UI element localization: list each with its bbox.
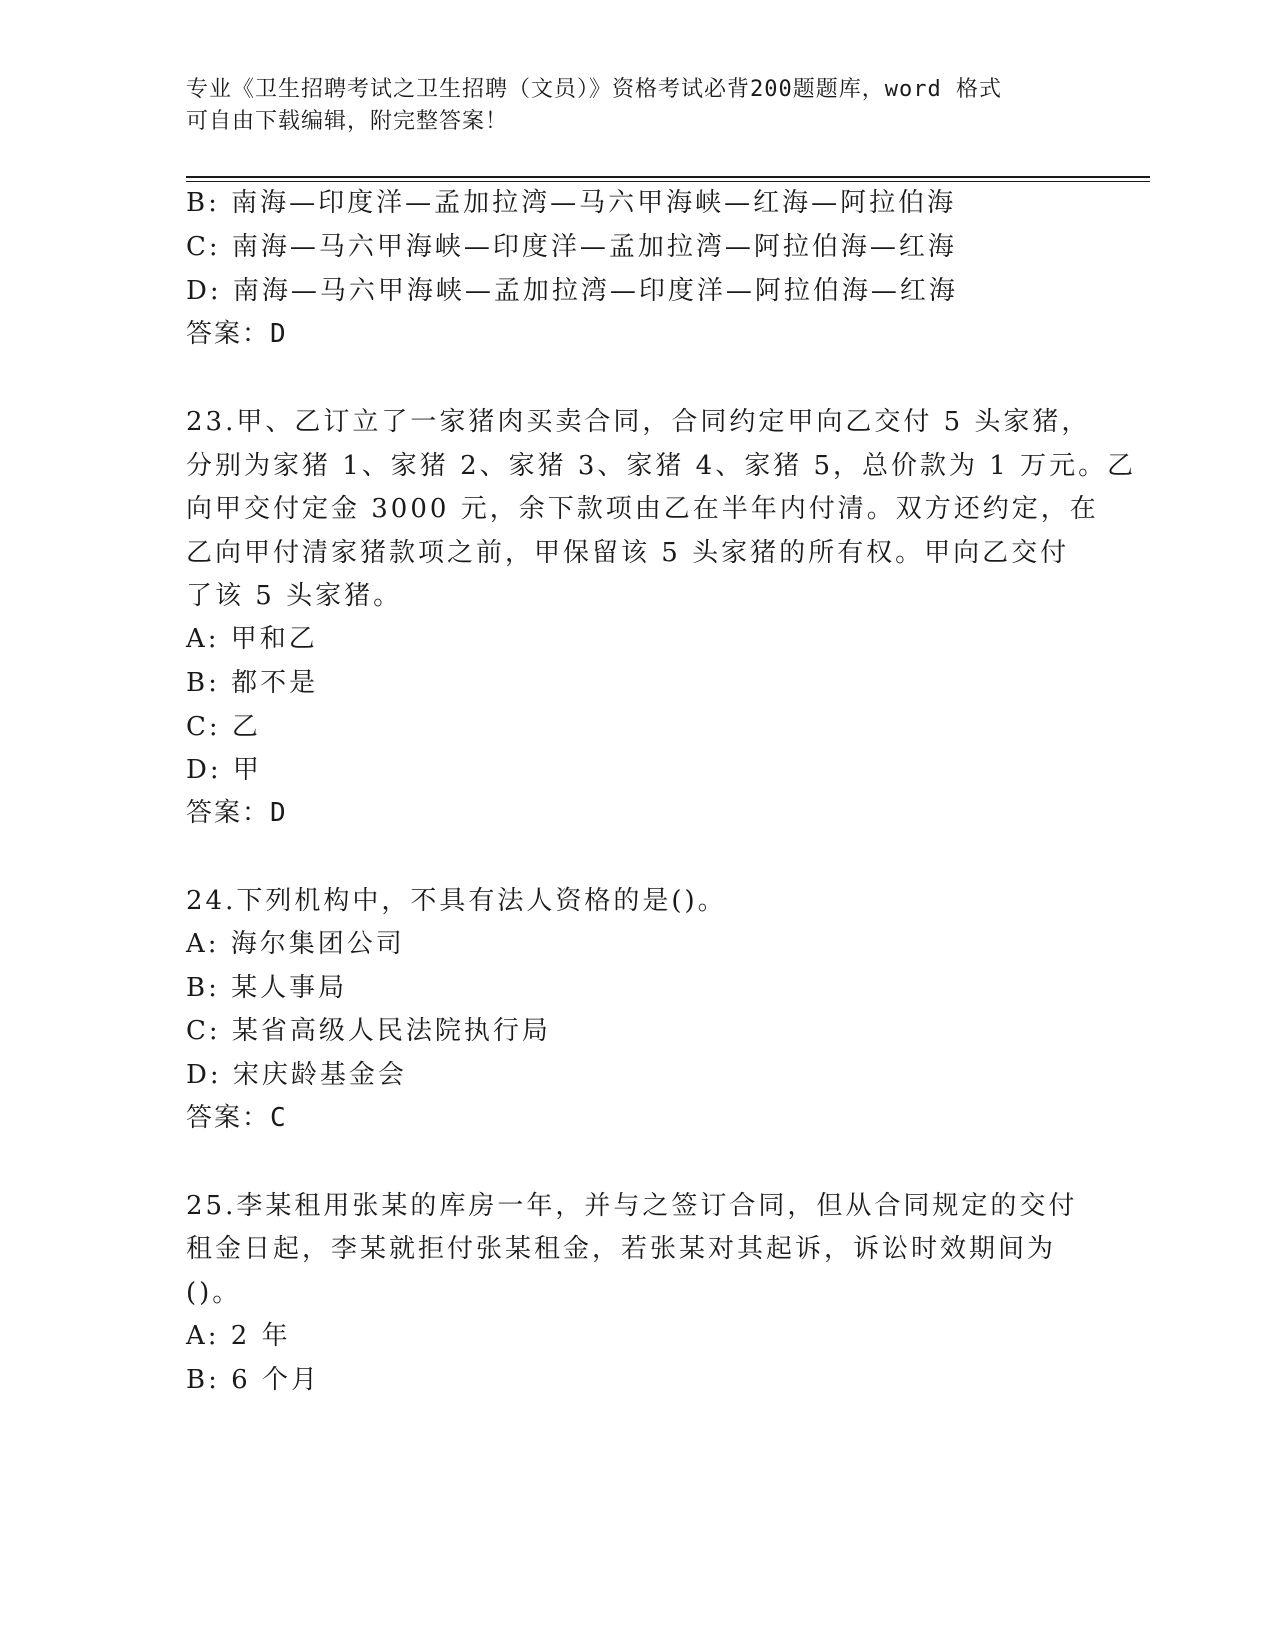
q24-option-a: A: 海尔集团公司 [186,929,405,959]
header-line-2: 可自由下载编辑，附完整答案！ [186,109,509,134]
q22-option-c: C: 南海—马六甲海峡—印度洋—孟加拉湾—阿拉伯海—红海 [186,232,957,262]
q24-option-c: C: 某省高级人民法院执行局 [186,1016,551,1046]
q23-stem-line-2: 分别为家猪 1、家猪 2、家猪 3、家猪 4、家猪 5，总价款为 1 万元。乙 [186,451,1137,481]
q24-stem-line-1: 24.下列机构中，不具有法人资格的是()。 [186,886,727,916]
q25-option-a: A: 2 年 [186,1321,291,1351]
q22-answer: 答案：D [186,319,288,349]
q25-stem-line-3: ()。 [186,1278,242,1308]
q23-stem-line-1: 23.甲、乙订立了一家猪肉买卖合同，合同约定甲向乙交付 5 头家猪， [186,407,1091,437]
q25-stem-line-2: 租金日起，李某就拒付张某租金，若张某对其起诉，诉讼时效期间为 [186,1234,1057,1264]
q23-option-d: D: 甲 [186,755,262,785]
q23-stem-line-3: 向甲交付定金 3000 元，余下款项由乙在半年内付清。双方还约定，在 [186,494,1099,524]
header-title [186,74,1086,138]
q23-option-b: B: 都不是 [186,668,319,698]
q25-option-b: B: 6 个月 [186,1365,320,1395]
q24-option-d: D: 宋庆龄基金会 [186,1060,407,1090]
q23-stem-line-5: 了该 5 头家猪。 [186,581,403,611]
q23-stem-line-4: 乙向甲付清家猪款项之前，甲保留该 5 头家猪的所有权。甲向乙交付 [186,538,1070,568]
q25-stem-line-1: 25.李某租用张某的库房一年，并与之签订合同，但从合同规定的交付 [186,1191,1078,1221]
q23-option-a: A: 甲和乙 [186,624,318,654]
q24-answer: 答案：C [186,1103,288,1133]
header-line-1: 专业《卫生招聘考试之卫生招聘（文员）》资格考试必背200题题库，word 格式 [186,77,1002,102]
q22-option-b: B: 南海—印度洋—孟加拉湾—马六甲海峡—红海—阿拉伯海 [186,188,957,218]
q23-option-c: C: 乙 [186,712,261,742]
q24-option-b: B: 某人事局 [186,973,348,1003]
header-rule-thick [186,176,1150,178]
header-rule-thin [186,181,1150,182]
q23-answer: 答案：D [186,798,288,828]
q22-option-d: D: 南海—马六甲海峡—孟加拉湾—印度洋—阿拉伯海—红海 [186,276,958,306]
